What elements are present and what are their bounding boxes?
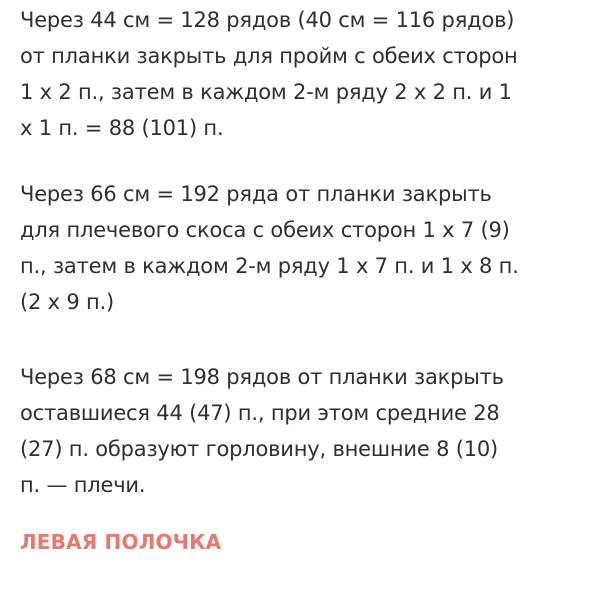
section-heading: ЛЕВАЯ ПОЛОЧКА <box>20 530 222 554</box>
paragraph-line: Через 66 см = 192 ряда от планки закрыть <box>20 182 492 206</box>
paragraph-line: оставшиеся 44 (47) п., при этом средние 28 <box>20 401 500 425</box>
paragraph-line: п., затем в каждом 2-м ряду 1 х 7 п. и 1 х 8 п. <box>20 254 519 278</box>
paragraph-line: х 1 п. = 88 (101) п. <box>20 116 224 140</box>
paragraph-line: Через 44 см = 128 рядов (40 см = 116 рядов) <box>20 8 515 32</box>
paragraph-line: п. — плечи. <box>20 473 146 497</box>
paragraph-line: от планки закрыть для пройм с обеих сторон <box>20 44 518 68</box>
paragraph-shoulder-slope <box>20 176 519 320</box>
paragraph-armholes <box>20 2 518 146</box>
paragraph-line: (2 х 9 п.) <box>20 290 114 314</box>
paragraph-line: для плечевого скоса с обеих сторон 1 х 7 (9) <box>20 218 510 242</box>
paragraph-line: (27) п. образуют горловину, внешние 8 (10) <box>20 437 499 461</box>
paragraph-neckline <box>20 359 504 503</box>
paragraph-line: 1 х 2 п., затем в каждом 2-м ряду 2 х 2 п. и 1 <box>20 80 512 104</box>
paragraph-line: Через 68 см = 198 рядов от планки закрыть <box>20 365 504 389</box>
